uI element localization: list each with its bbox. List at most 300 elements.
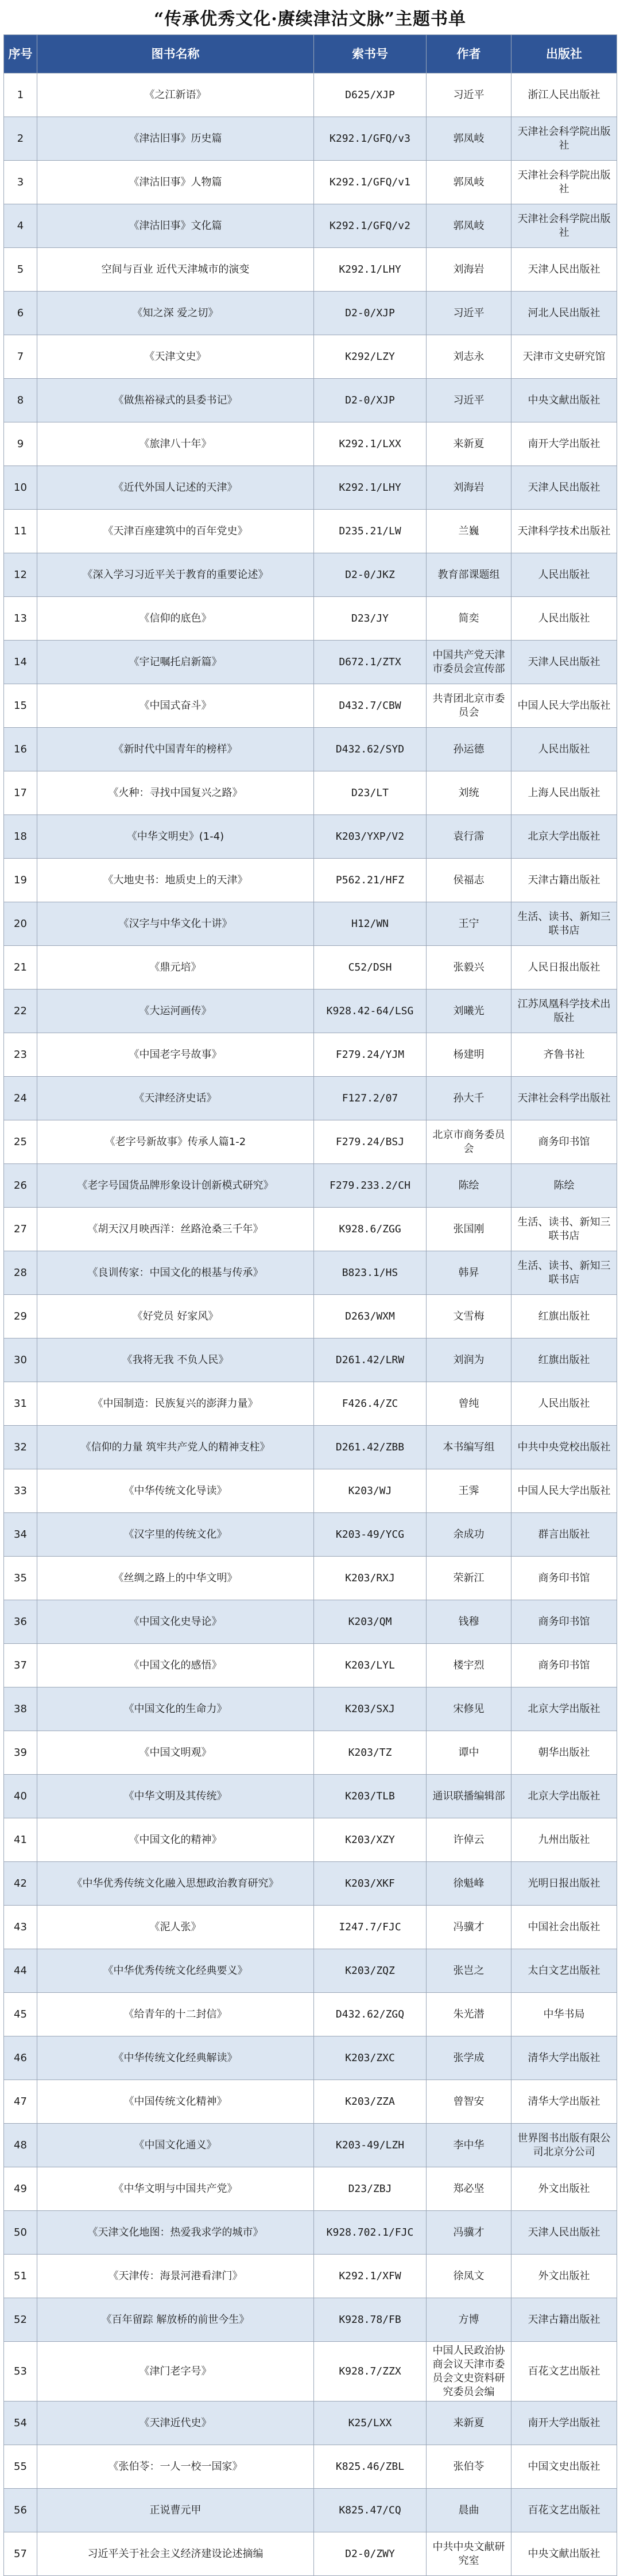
cell-call-number: K928.7/ZZX (314, 2342, 427, 2402)
cell-book-name: 《中国式奋斗》 (37, 684, 314, 728)
table-row (4, 1382, 617, 1426)
cell-publisher: 陈绘 (512, 1164, 617, 1208)
cell-call-number: K203/LYL (314, 1644, 427, 1687)
cell-no: 11 (4, 510, 37, 553)
cell-call-number: F279.24/BSJ (314, 1120, 427, 1164)
cell-book-name: 空间与百业 近代天津城市的演变 (37, 248, 314, 292)
table-row (4, 1295, 617, 1339)
cell-author: 孙运德 (427, 728, 512, 771)
cell-call-number: K203-49/LZH (314, 2124, 427, 2167)
cell-publisher: 天津社会科学院出版社 (512, 117, 617, 161)
cell-author: 宋修见 (427, 1687, 512, 1731)
cell-call-number: D261.42/LRW (314, 1339, 427, 1382)
cell-book-name: 《天津文化地图：热爱我求学的城市》 (37, 2211, 314, 2255)
table-header-row (4, 35, 617, 73)
cell-book-name: 《火种：寻找中国复兴之路》 (37, 771, 314, 815)
table-row (4, 2402, 617, 2445)
book-list-table (3, 34, 617, 2576)
cell-author: 王霁 (427, 1469, 512, 1513)
cell-call-number: K203/TLB (314, 1775, 427, 1818)
cell-author: 王宁 (427, 902, 512, 946)
cell-no: 31 (4, 1382, 37, 1426)
cell-book-name: 《中国文化的精神》 (37, 1818, 314, 1862)
cell-call-number: K825.46/ZBL (314, 2445, 427, 2489)
cell-publisher: 浙江人民出版社 (512, 73, 617, 117)
cell-publisher: 中共中央党校出版社 (512, 1426, 617, 1469)
cell-call-number: D672.1/ZTX (314, 641, 427, 684)
cell-no: 38 (4, 1687, 37, 1731)
cell-call-number: K292.1/XFW (314, 2255, 427, 2298)
cell-publisher: 中国人民大学出版社 (512, 684, 617, 728)
cell-call-number: K292.1/GFQ/v2 (314, 204, 427, 248)
cell-publisher: 商务印书馆 (512, 1600, 617, 1644)
cell-author: 徐魁峰 (427, 1862, 512, 1906)
cell-book-name: 《丝绸之路上的中华文明》 (37, 1557, 314, 1600)
cell-author: 冯骥才 (427, 2211, 512, 2255)
cell-no: 18 (4, 815, 37, 859)
cell-call-number: D263/WXM (314, 1295, 427, 1339)
cell-book-name: 《宇记嘱托启新篇》 (37, 641, 314, 684)
cell-author: 习近平 (427, 379, 512, 422)
cell-author: 来新夏 (427, 2402, 512, 2445)
cell-call-number: K203/YXP/V2 (314, 815, 427, 859)
cell-publisher: 天津人民出版社 (512, 466, 617, 510)
cell-publisher: 天津人民出版社 (512, 248, 617, 292)
table-row (4, 1120, 617, 1164)
cell-publisher: 中国文史出版社 (512, 2445, 617, 2489)
cell-call-number: F127.2/07 (314, 1077, 427, 1120)
cell-publisher: 北京大学出版社 (512, 1687, 617, 1731)
cell-publisher: 朝华出版社 (512, 1731, 617, 1775)
cell-call-number: D432.7/CBW (314, 684, 427, 728)
cell-publisher: 世界图书出版有限公司北京分公司 (512, 2124, 617, 2167)
cell-call-number: K825.47/CQ (314, 2489, 427, 2532)
cell-no: 4 (4, 204, 37, 248)
cell-publisher: 清华大学出版社 (512, 2036, 617, 2080)
table-row (4, 422, 617, 466)
cell-no: 6 (4, 292, 37, 335)
cell-no: 29 (4, 1295, 37, 1339)
table-row (4, 684, 617, 728)
cell-publisher: 中央文献出版社 (512, 2532, 617, 2576)
cell-publisher: 天津社会科学院出版社 (512, 204, 617, 248)
cell-author: 朱光潜 (427, 1993, 512, 2036)
cell-author: 晨曲 (427, 2489, 512, 2532)
header-publisher: 出版社 (512, 35, 617, 73)
table-row (4, 1644, 617, 1687)
cell-book-name: 《津门老字号》 (37, 2342, 314, 2402)
cell-call-number: K203/ZXC (314, 2036, 427, 2080)
cell-publisher: 中央文献出版社 (512, 379, 617, 422)
cell-publisher: 天津古籍出版社 (512, 859, 617, 902)
cell-publisher: 外文出版社 (512, 2167, 617, 2211)
table-row (4, 1426, 617, 1469)
cell-no: 21 (4, 946, 37, 990)
table-row (4, 2124, 617, 2167)
cell-call-number: K25/LXX (314, 2402, 427, 2445)
cell-no: 54 (4, 2402, 37, 2445)
cell-call-number: K292.1/LHY (314, 248, 427, 292)
cell-no: 13 (4, 597, 37, 641)
header-name: 图书名称 (37, 35, 314, 73)
cell-publisher: 红旗出版社 (512, 1339, 617, 1382)
cell-book-name: 《旅津八十年》 (37, 422, 314, 466)
cell-no: 57 (4, 2532, 37, 2576)
table-row (4, 379, 617, 422)
cell-publisher: 天津古籍出版社 (512, 2298, 617, 2342)
cell-book-name: 《中华文明史》(1-4) (37, 815, 314, 859)
cell-call-number: K203-49/YCG (314, 1513, 427, 1557)
cell-call-number: K928.702.1/FJC (314, 2211, 427, 2255)
cell-publisher: 群言出版社 (512, 1513, 617, 1557)
cell-author: 刘志永 (427, 335, 512, 379)
table-row (4, 859, 617, 902)
cell-book-name: 《胡天汉月映西洋：丝路沧桑三千年》 (37, 1208, 314, 1251)
cell-no: 19 (4, 859, 37, 902)
cell-no: 17 (4, 771, 37, 815)
cell-call-number: K203/TZ (314, 1731, 427, 1775)
cell-book-name: 《老字号国货品牌形象设计创新模式研究》 (37, 1164, 314, 1208)
cell-no: 3 (4, 161, 37, 204)
cell-call-number: K203/QM (314, 1600, 427, 1644)
cell-author: 陈绘 (427, 1164, 512, 1208)
cell-call-number: D2-0/XJP (314, 379, 427, 422)
table-row (4, 990, 617, 1033)
cell-publisher: 百花文艺出版社 (512, 2489, 617, 2532)
cell-call-number: F279.233.2/CH (314, 1164, 427, 1208)
table-row (4, 1731, 617, 1775)
cell-book-name: 《老字号新故事》传承人篇1-2 (37, 1120, 314, 1164)
cell-author: 郭凤岐 (427, 161, 512, 204)
table-row (4, 2036, 617, 2080)
cell-publisher: 商务印书馆 (512, 1557, 617, 1600)
cell-author: 张岂之 (427, 1949, 512, 1993)
cell-no: 49 (4, 2167, 37, 2211)
cell-author: 中共中央文献研究室 (427, 2532, 512, 2576)
cell-no: 20 (4, 902, 37, 946)
cell-no: 15 (4, 684, 37, 728)
cell-publisher: 九州出版社 (512, 1818, 617, 1862)
cell-author: 通识联播编辑部 (427, 1775, 512, 1818)
cell-no: 48 (4, 2124, 37, 2167)
cell-call-number: D23/JY (314, 597, 427, 641)
cell-publisher: 光明日报出版社 (512, 1862, 617, 1906)
table-body (4, 73, 617, 2576)
cell-no: 14 (4, 641, 37, 684)
cell-book-name: 《天津近代史》 (37, 2402, 314, 2445)
table-row (4, 466, 617, 510)
cell-no: 39 (4, 1731, 37, 1775)
table-row (4, 2080, 617, 2124)
cell-author: 郑必坚 (427, 2167, 512, 2211)
cell-book-name: 《大运河画传》 (37, 990, 314, 1033)
table-row (4, 2211, 617, 2255)
cell-book-name: 《中华文明与中国共产党》 (37, 2167, 314, 2211)
table-row (4, 597, 617, 641)
cell-no: 2 (4, 117, 37, 161)
cell-publisher: 商务印书馆 (512, 1120, 617, 1164)
cell-book-name: 习近平关于社会主义经济建设论述摘编 (37, 2532, 314, 2576)
cell-author: 习近平 (427, 73, 512, 117)
table-row (4, 1949, 617, 1993)
cell-call-number: F279.24/YJM (314, 1033, 427, 1077)
table-row (4, 1906, 617, 1949)
cell-no: 22 (4, 990, 37, 1033)
cell-call-number: K928.42-64/LSG (314, 990, 427, 1033)
cell-book-name: 《天津经济史话》 (37, 1077, 314, 1120)
cell-book-name: 《良训传家：中国文化的根基与传承》 (37, 1251, 314, 1295)
cell-book-name: 《知之深 爱之切》 (37, 292, 314, 335)
cell-call-number: D2-0/JKZ (314, 553, 427, 597)
cell-book-name: 《给青年的十二封信》 (37, 1993, 314, 2036)
cell-book-name: 《中华传统文化导读》 (37, 1469, 314, 1513)
table-row (4, 161, 617, 204)
cell-book-name: 《信仰的力量 筑牢共产党人的精神支柱》 (37, 1426, 314, 1469)
table-row (4, 815, 617, 859)
cell-call-number: I247.7/FJC (314, 1906, 427, 1949)
cell-no: 12 (4, 553, 37, 597)
cell-no: 10 (4, 466, 37, 510)
cell-call-number: D625/XJP (314, 73, 427, 117)
cell-no: 34 (4, 1513, 37, 1557)
table-row (4, 1600, 617, 1644)
table-row (4, 2445, 617, 2489)
table-row (4, 204, 617, 248)
cell-call-number: C52/DSH (314, 946, 427, 990)
table-row (4, 1164, 617, 1208)
cell-no: 44 (4, 1949, 37, 1993)
cell-book-name: 《中国文化通义》 (37, 2124, 314, 2167)
cell-book-name: 正说曹元甲 (37, 2489, 314, 2532)
cell-author: 韩昇 (427, 1251, 512, 1295)
cell-publisher: 外文出版社 (512, 2255, 617, 2298)
table-row (4, 2532, 617, 2576)
cell-publisher: 上海人民出版社 (512, 771, 617, 815)
cell-author: 习近平 (427, 292, 512, 335)
cell-author: 刘海岩 (427, 248, 512, 292)
cell-book-name: 《天津传：海景河港看津门》 (37, 2255, 314, 2298)
table-row (4, 1818, 617, 1862)
cell-author: 刘海岩 (427, 466, 512, 510)
cell-author: 来新夏 (427, 422, 512, 466)
cell-author: 许倬云 (427, 1818, 512, 1862)
table-row (4, 902, 617, 946)
table-row (4, 1513, 617, 1557)
cell-no: 27 (4, 1208, 37, 1251)
cell-book-name: 《中国文化的感悟》 (37, 1644, 314, 1687)
cell-no: 28 (4, 1251, 37, 1295)
cell-book-name: 《好党员 好家风》 (37, 1295, 314, 1339)
cell-call-number: D2-0/ZWY (314, 2532, 427, 2576)
cell-author: 余成功 (427, 1513, 512, 1557)
cell-book-name: 《中华文明及其传统》 (37, 1775, 314, 1818)
table-row (4, 1687, 617, 1731)
table-row (4, 1557, 617, 1600)
table-row (4, 117, 617, 161)
cell-book-name: 《汉字里的传统文化》 (37, 1513, 314, 1557)
cell-author: 张毅兴 (427, 946, 512, 990)
cell-publisher: 天津社会科学出版社 (512, 1077, 617, 1120)
cell-author: 文雪梅 (427, 1295, 512, 1339)
cell-publisher: 人民出版社 (512, 728, 617, 771)
cell-call-number: D261.42/ZBB (314, 1426, 427, 1469)
cell-author: 刘曦光 (427, 990, 512, 1033)
cell-author: 曾智安 (427, 2080, 512, 2124)
cell-call-number: K292/LZY (314, 335, 427, 379)
cell-publisher: 生活、读书、新知三联书店 (512, 1208, 617, 1251)
table-row (4, 771, 617, 815)
cell-book-name: 《天津百座建筑中的百年党史》 (37, 510, 314, 553)
cell-publisher: 人民出版社 (512, 1382, 617, 1426)
cell-no: 8 (4, 379, 37, 422)
cell-call-number: K203/XZY (314, 1818, 427, 1862)
cell-call-number: K203/ZZA (314, 2080, 427, 2124)
cell-no: 30 (4, 1339, 37, 1382)
cell-call-number: K203/RXJ (314, 1557, 427, 1600)
cell-author: 冯骥才 (427, 1906, 512, 1949)
page-title: “传承优秀文化·赓续津沽文脉”主题书单 (154, 9, 466, 29)
cell-no: 56 (4, 2489, 37, 2532)
table-row (4, 335, 617, 379)
cell-book-name: 《信仰的底色》 (37, 597, 314, 641)
cell-book-name: 《津沽旧事》历史篇 (37, 117, 314, 161)
cell-author: 北京市商务委员会 (427, 1120, 512, 1164)
table-row (4, 641, 617, 684)
cell-no: 9 (4, 422, 37, 466)
cell-author: 张伯苓 (427, 2445, 512, 2489)
table-row (4, 1251, 617, 1295)
cell-call-number: B823.1/HS (314, 1251, 427, 1295)
cell-publisher: 齐鲁书社 (512, 1033, 617, 1077)
cell-call-number: P562.21/HFZ (314, 859, 427, 902)
cell-book-name: 《中国老字号故事》 (37, 1033, 314, 1077)
cell-no: 33 (4, 1469, 37, 1513)
cell-publisher: 中国社会出版社 (512, 1906, 617, 1949)
cell-call-number: H12/WN (314, 902, 427, 946)
cell-call-number: D23/ZBJ (314, 2167, 427, 2211)
cell-no: 55 (4, 2445, 37, 2489)
cell-call-number: K928.6/ZGG (314, 1208, 427, 1251)
cell-author: 简奕 (427, 597, 512, 641)
table-row (4, 946, 617, 990)
cell-book-name: 《我将无我 不负人民》 (37, 1339, 314, 1382)
cell-publisher: 中华书局 (512, 1993, 617, 2036)
cell-publisher: 天津市文史研究馆 (512, 335, 617, 379)
cell-call-number: K292.1/LHY (314, 466, 427, 510)
cell-author: 楼宇烈 (427, 1644, 512, 1687)
cell-no: 32 (4, 1426, 37, 1469)
cell-author: 刘统 (427, 771, 512, 815)
cell-no: 16 (4, 728, 37, 771)
cell-book-name: 《张伯苓：一人一校一国家》 (37, 2445, 314, 2489)
cell-call-number: K203/ZQZ (314, 1949, 427, 1993)
cell-no: 37 (4, 1644, 37, 1687)
cell-no: 53 (4, 2342, 37, 2402)
cell-call-number: D2-0/XJP (314, 292, 427, 335)
cell-call-number: D432.62/ZGQ (314, 1993, 427, 2036)
cell-book-name: 《中国传统文化精神》 (37, 2080, 314, 2124)
cell-author: 方博 (427, 2298, 512, 2342)
cell-author: 本书编写组 (427, 1426, 512, 1469)
table-row (4, 73, 617, 117)
cell-publisher: 北京大学出版社 (512, 815, 617, 859)
table-row (4, 510, 617, 553)
cell-no: 5 (4, 248, 37, 292)
cell-no: 51 (4, 2255, 37, 2298)
cell-publisher: 红旗出版社 (512, 1295, 617, 1339)
cell-no: 50 (4, 2211, 37, 2255)
cell-call-number: K292.1/GFQ/v3 (314, 117, 427, 161)
cell-author: 袁行霈 (427, 815, 512, 859)
cell-book-name: 《鼎元培》 (37, 946, 314, 990)
cell-no: 45 (4, 1993, 37, 2036)
cell-no: 40 (4, 1775, 37, 1818)
cell-author: 侯福志 (427, 859, 512, 902)
cell-author: 钱穆 (427, 1600, 512, 1644)
cell-author: 曾纯 (427, 1382, 512, 1426)
cell-call-number: K292.1/LXX (314, 422, 427, 466)
cell-no: 36 (4, 1600, 37, 1644)
cell-no: 46 (4, 2036, 37, 2080)
table-row (4, 1862, 617, 1906)
cell-no: 52 (4, 2298, 37, 2342)
cell-publisher: 生活、读书、新知三联书店 (512, 1251, 617, 1295)
cell-book-name: 《中华优秀传统文化融入思想政治教育研究》 (37, 1862, 314, 1906)
cell-publisher: 人民出版社 (512, 553, 617, 597)
cell-publisher: 清华大学出版社 (512, 2080, 617, 2124)
cell-publisher: 天津社会科学院出版社 (512, 161, 617, 204)
table-row (4, 1339, 617, 1382)
cell-publisher: 南开大学出版社 (512, 2402, 617, 2445)
cell-no: 43 (4, 1906, 37, 1949)
table-row (4, 292, 617, 335)
header-author: 作者 (427, 35, 512, 73)
cell-author: 兰巍 (427, 510, 512, 553)
cell-author: 郭凤岐 (427, 117, 512, 161)
cell-book-name: 《做焦裕禄式的县委书记》 (37, 379, 314, 422)
cell-book-name: 《中国文化史导论》 (37, 1600, 314, 1644)
cell-book-name: 《中国制造：民族复兴的澎湃力量》 (37, 1382, 314, 1426)
cell-book-name: 《百年留踪 解放桥的前世今生》 (37, 2298, 314, 2342)
cell-publisher: 商务印书馆 (512, 1644, 617, 1687)
cell-book-name: 《之江新语》 (37, 73, 314, 117)
cell-call-number: K203/WJ (314, 1469, 427, 1513)
cell-author: 刘润为 (427, 1339, 512, 1382)
cell-call-number: K928.78/FB (314, 2298, 427, 2342)
cell-publisher: 江苏凤凰科学技术出版社 (512, 990, 617, 1033)
table-row (4, 248, 617, 292)
header-no: 序号 (4, 35, 37, 73)
cell-author: 郭凤岐 (427, 204, 512, 248)
cell-book-name: 《中华传统文化经典解读》 (37, 2036, 314, 2080)
cell-call-number: K203/XKF (314, 1862, 427, 1906)
cell-book-name: 《津沽旧事》文化篇 (37, 204, 314, 248)
cell-book-name: 《津沽旧事》人物篇 (37, 161, 314, 204)
header-call-no: 索书号 (314, 35, 427, 73)
cell-author: 孙大千 (427, 1077, 512, 1120)
cell-publisher: 中国人民大学出版社 (512, 1469, 617, 1513)
table-row (4, 1775, 617, 1818)
table-row (4, 553, 617, 597)
cell-no: 23 (4, 1033, 37, 1077)
cell-publisher: 天津人民出版社 (512, 641, 617, 684)
cell-book-name: 《中国文明观》 (37, 1731, 314, 1775)
cell-no: 35 (4, 1557, 37, 1600)
table-row (4, 728, 617, 771)
cell-author: 张学成 (427, 2036, 512, 2080)
table-row (4, 2342, 617, 2402)
cell-call-number: D432.62/SYD (314, 728, 427, 771)
